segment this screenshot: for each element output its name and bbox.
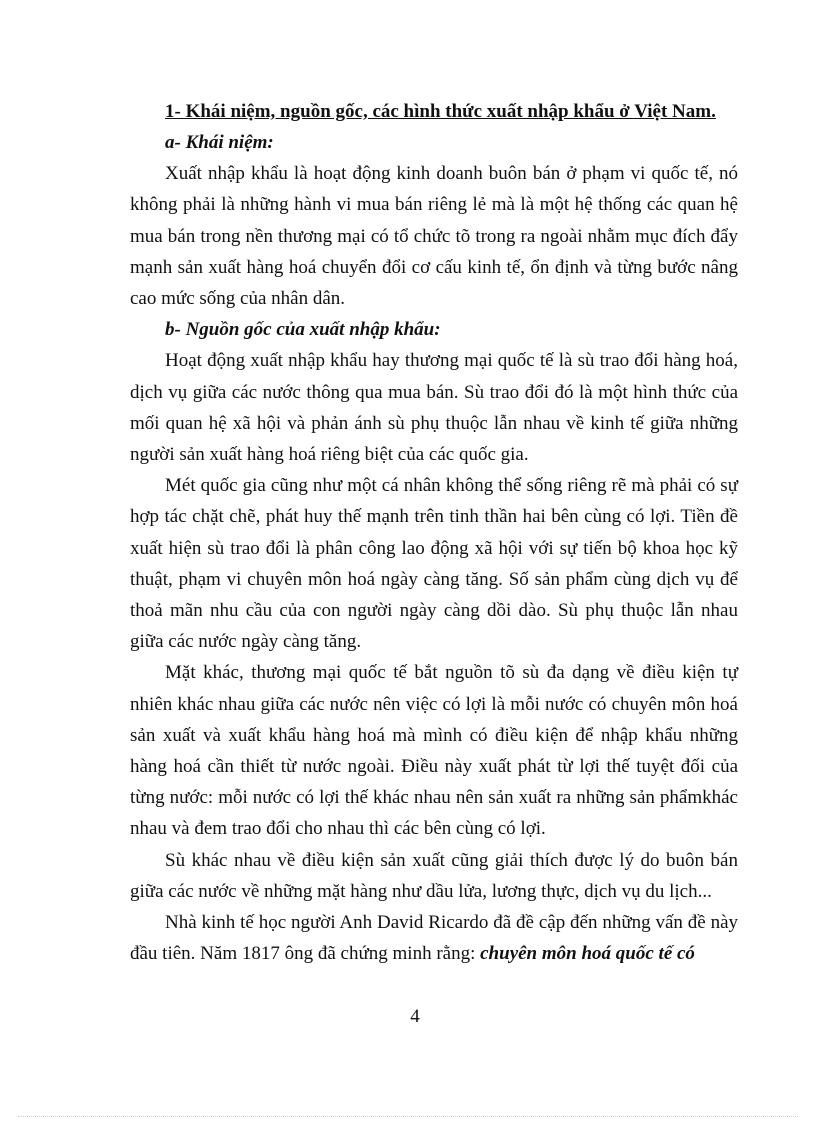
ricardo-text: Nhà kinh tế học người Anh David Ricardo đã đề cập đến những vấn đề này đầu tiên. Năm 1817 ông đã chứng minh rằng: bbox=[130, 912, 738, 965]
main-heading: 1- Khái niệm, nguồn gốc, các hình thức xuất nhập khẩu ở Việt Nam. bbox=[165, 101, 716, 122]
paragraph-origin-1: Hoạt động xuất nhập khẩu hay thương mại quốc tế là sù trao đổi hàng hoá, dịch vụ giữa các nước thông qua mua bán. Sù trao đổi đó là một hình thức của mối quan hệ xã hội và phản ánh sù phụ thuộc lẫn nhau về kinh tế giữa những người sản xuất hàng hoá riêng biệt của các quốc gia. bbox=[130, 350, 738, 466]
page-bottom-rule bbox=[18, 1116, 798, 1117]
paragraph-origin-4: Sù khác nhau về điều kiện sản xuất cũng giải thích được lý do buôn bán giữa các nước về những mặt hàng như dầu lửa, lương thực, dịch vụ du lịch... bbox=[130, 849, 738, 902]
paragraph-ricardo bbox=[130, 907, 738, 969]
section-a-title: a- Khái niệm: bbox=[165, 132, 274, 153]
page-number-text: 4 bbox=[410, 1006, 420, 1027]
paragraph-origin-3: Mặt khác, thương mại quốc tế bắt nguồn tõ sù đa dạng về điều kiện tự nhiên khác nhau giữa các nước nên việc có lợi là mỗi nước có chuyên môn hoá sản xuất và xuất khẩu hàng hoá mà mình có điều kiện để nhập khẩu những hàng hoá cần thiết từ nước ngoài. Điều này xuất phát từ lợi thế tuyệt đối của từng nước: mỗi nước có lợi thế khác nhau nên sản xuất ra những sản phẩmkhác nhau và đem trao đổi cho nhau thì các bên cùng có lợi. bbox=[130, 662, 738, 840]
page-number bbox=[0, 1006, 816, 1028]
section-b-title: b- Nguồn gốc của xuất nhập khẩu: bbox=[165, 319, 441, 341]
paragraph-definition: Xuất nhập khẩu là hoạt động kinh doanh buôn bán ở phạm vi quốc tế, nó không phải là những hành vi mua bán riêng lẻ mà là một hệ thống các quan hệ mua bán trong nền thương mại có tổ chức tõ trong ra ngoài nhằm mục đích đẩy mạnh sản xuất hàng hoá chuyển đổi cơ cấu kinh tế, ổn định và từng bước nâng cao mức sống của nhân dân. bbox=[130, 163, 738, 310]
ricardo-emphasis: chuyên môn hoá quốc tế có bbox=[480, 943, 695, 965]
paragraph-origin-2: Mét quốc gia cũng như một cá nhân không thể sống riêng rẽ mà phải có sự hợp tác chặt chẽ, phát huy thế mạnh trên tinh thần hai bên cùng có lợi. Tiền đề xuất hiện sù trao đổi là phân công lao động xã hội với sự tiến bộ khoa học kỹ thuật, phạm vi chuyên môn hoá ngày càng tăng. Số sản phẩm cùng dịch vụ để thoả mãn nhu cầu của con người ngày càng dồi dào. Sù phụ thuộc lẫn nhau giữa các nước ngày càng tăng. bbox=[130, 475, 738, 653]
page-content bbox=[130, 97, 738, 969]
